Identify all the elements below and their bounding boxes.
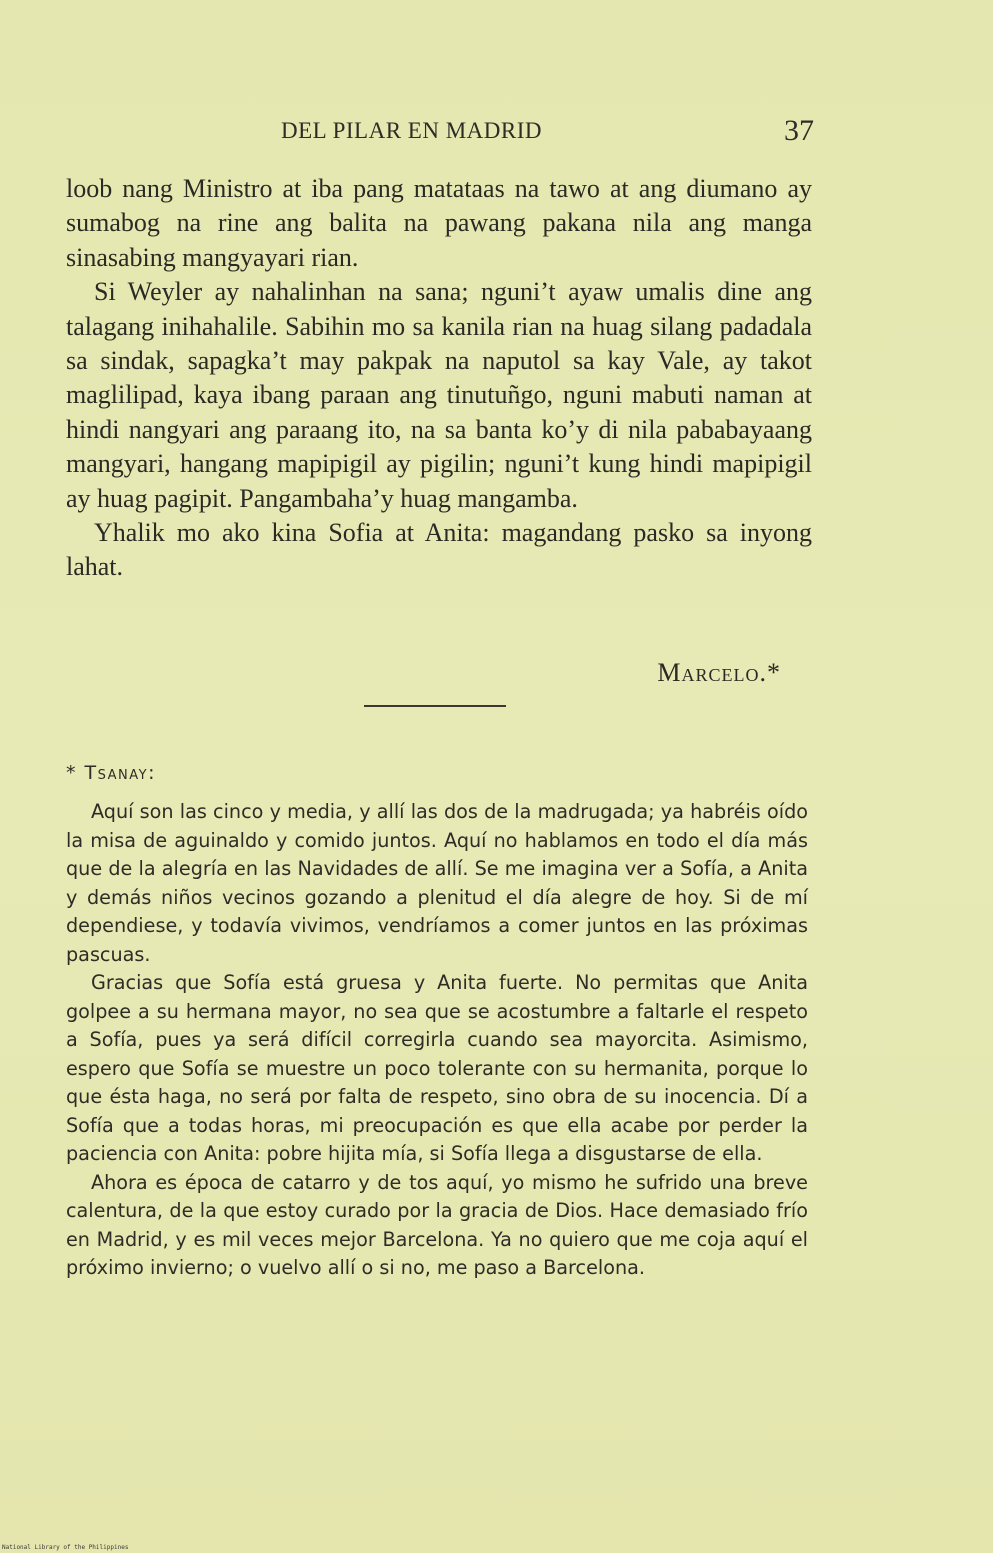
main-text — [66, 172, 812, 585]
page-header — [66, 112, 814, 152]
footnote-paragraph: Gracias que Sofía está gruesa y Anita fuerte. No permitas que Anita golpee a su hermana mayor, no sea que se acostumbre a faltarle el respeto a Sofía, pues ya será difícil corregirla cuando sea mayorcita. Asimismo, espero que Sofía se muestre un poco tolerante con su hermanita, porque lo que ésta haga, no será por falta de respeto, sino obra de su inocencia. Dí a Sofía que a todas horas, mi preocupación es que ella acabe por perder la paciencia con Anita: pobre hijita mía, si Sofía llega a disgustarse de ella. — [66, 971, 808, 1165]
signature: Marcelo.* — [657, 658, 781, 687]
separator-rule — [364, 705, 506, 707]
paragraph-continuation: loob nang Ministro at iba pang matataas na tawo at ang diumano ay sumabog na rine ang balita na pawang pakana nila ang manga sinasabing mangyayari rian. — [66, 174, 812, 272]
footnote-heading: * Tsanay: — [66, 762, 156, 784]
library-credit: National Library of the Philippines — [2, 1544, 129, 1551]
footnote-body — [66, 798, 808, 1283]
page-number: 37 — [784, 114, 814, 147]
footnote-paragraph: Ahora es época de catarro y de tos aquí, yo mismo he sufrido una breve calentura, de la que estoy curado por la gracia de Dios. Hace demasiado frío en Madrid, y es mil veces mejor Barcelona. Ya no quiero que me coja aquí el próximo invierno; o vuelvo allí o si no, me paso a Barcelona. — [66, 1170, 808, 1279]
paragraph-weyler: Si Weyler ay nahalinhan na sana; nguni’t ayaw umalis dine ang talagang inihahalile. Sabihin mo sa kanila rian na huag silang padadala sa sindak, sapagka’t may pakpak na naputol sa kay Vale, ay takot maglilipad, kaya ibang paraan ang tinutuñgo, nguni mabuti naman at hindi nangyari ang paraang ito, na sa banta ko’y di nila pababayaang mangyari, hangang mapipigil ay pigilin; nguni’t kung hindi mapipigil ay huag pagipit. Pangambaha’y huag mangamba. — [66, 277, 812, 513]
paragraph-greeting: Yhalik mo ako kina Sofia at Anita: magandang pasko sa inyong lahat. — [66, 518, 812, 582]
running-head: DEL PILAR EN MADRID — [281, 118, 542, 143]
footnote-paragraph: Aquí son las cinco y media, y allí las dos de la madrugada; ya habréis oído la misa de aguinaldo y comido juntos. Aquí no hablamos en todo el día más que de la alegría en las Navidades de allí. Se me imagina ver a Sofía, a Anita y demás niños vecinos gozando a plenitud el día alegre de hoy. Si de mí dependiese, y todavía vivimos, vendríamos a comer juntos en las próximas pascuas. — [66, 800, 808, 966]
